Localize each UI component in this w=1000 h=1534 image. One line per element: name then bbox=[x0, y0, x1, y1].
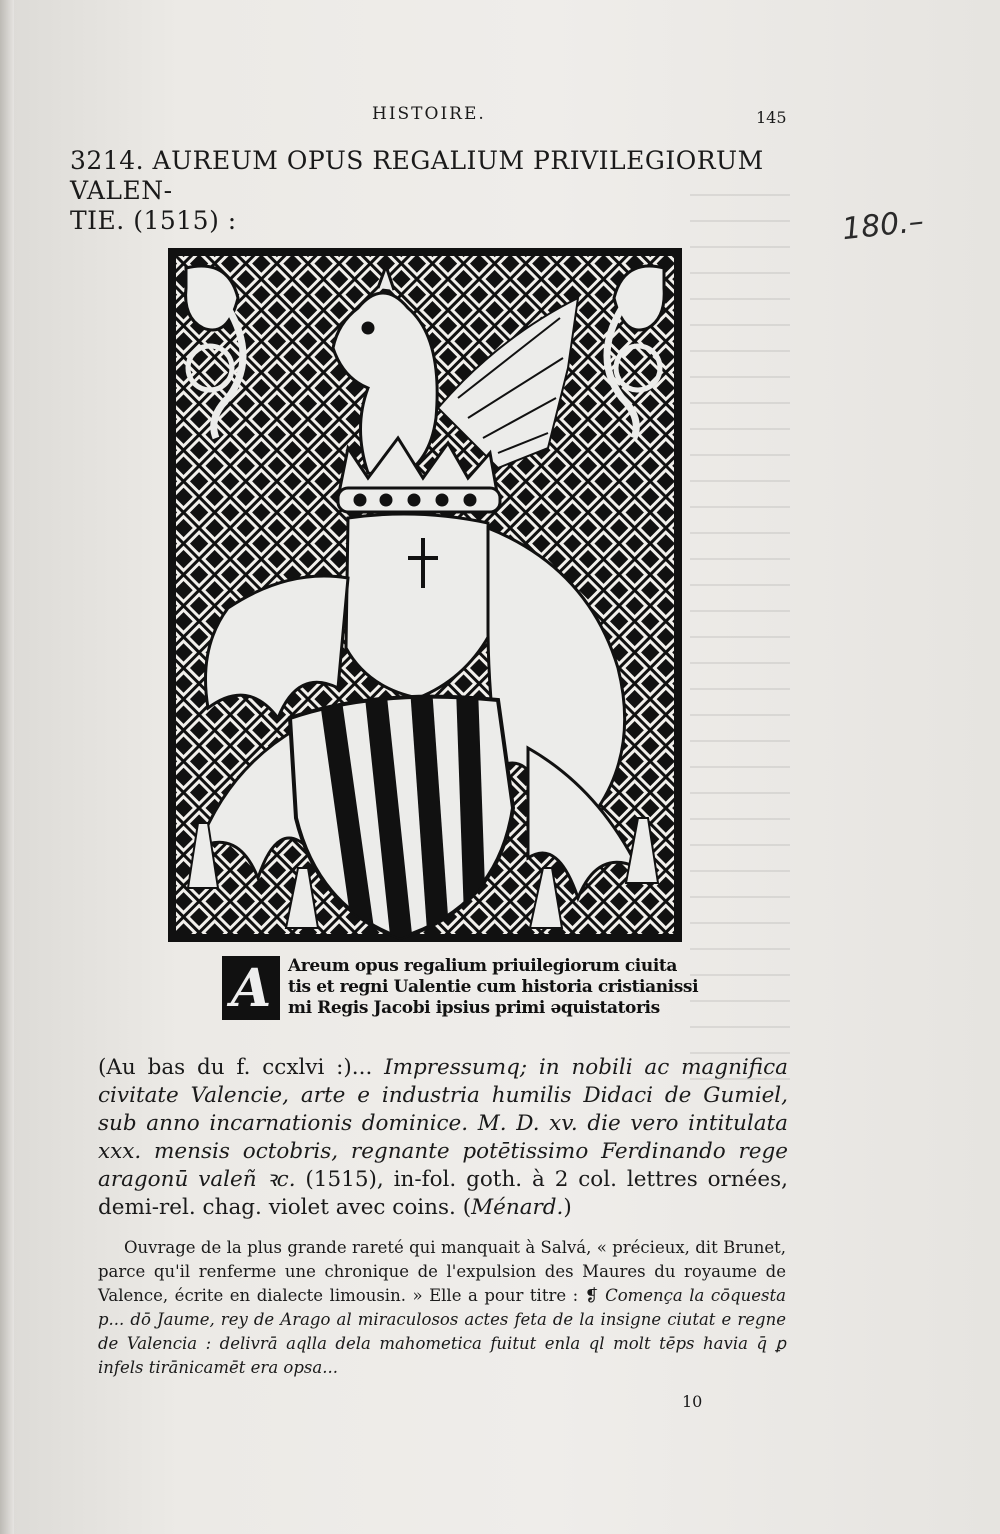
entry-title-line2: TIE. (1515) : bbox=[70, 206, 237, 235]
show-through-text bbox=[690, 180, 790, 1080]
gothic-line-1: Areum opus regalium priuilegiorum ciuita bbox=[288, 956, 677, 976]
note-text: Ouvrage de la plus grande rareté qui manquait à Salvá, « précieux, dit Brunet, parce qu'il renferme une chronique de l'expulsion des Maures du royaume de Valence, écrite en dialecte limousin. » Elle a pour titre : bbox=[98, 1238, 786, 1305]
running-head: HISTOIRE. bbox=[372, 104, 486, 124]
entry-number: 3214. bbox=[70, 146, 145, 175]
colophon-latin: Impressumq; in nobili ac magnifica civitate Valencie, arte e industria humilis Didaci de Gumiel, sub anno incarnationis dominice. M. D. xv. die vero intitulata xxx. mensis octobris, regnante potētissimo Ferdinando rege aragonū valeñ ꝛc. bbox=[98, 1055, 788, 1192]
page-number: 145 bbox=[756, 108, 787, 127]
note-quoted-title: Comença la cōquesta p... dō Jaume, rey de Arago al miraculosos actes feta de la insigne ciutat e regne de Valencia : delivrā aqlla dela mahometica fuitut enla ql molt tēps havia q̄ ꝑ infels tirānicamēt era opsa... bbox=[98, 1286, 786, 1377]
decorated-initial-icon bbox=[222, 956, 280, 1020]
entry-title-line1: AUREUM OPUS REGALIUM PRIVILEGIORUM VALEN- bbox=[70, 146, 764, 205]
page-spine-shadow bbox=[0, 0, 14, 1534]
gothic-colophon bbox=[222, 956, 699, 1020]
colophon-prefix: (Au bas du f. ccxlvi :)... bbox=[98, 1055, 385, 1080]
handwritten-price-note: 180.– bbox=[840, 203, 926, 248]
colophon-end: ) bbox=[563, 1195, 572, 1220]
colophon-description bbox=[98, 1054, 788, 1222]
entry-title bbox=[70, 146, 790, 236]
binder-name: Ménard. bbox=[471, 1195, 564, 1220]
heraldic-dragon-woodcut-icon bbox=[168, 248, 682, 942]
colophon-bibliographic: (1515), in-fol. goth. à 2 col. lettres ornées, demi-rel. chag. violet avec coins. ( bbox=[98, 1167, 788, 1220]
gothic-line-3: mi Regis Jacobi ipsius primi əquistatoris bbox=[288, 998, 660, 1018]
gothic-line-2: tis et regni Ualentie cum historia cristianissi bbox=[288, 977, 699, 997]
bibliographic-note bbox=[98, 1236, 786, 1380]
decorated-initial-letter: A bbox=[230, 958, 272, 1019]
signature-mark: 10 bbox=[682, 1392, 703, 1411]
pilcrow-icon: ❡ bbox=[584, 1286, 606, 1305]
